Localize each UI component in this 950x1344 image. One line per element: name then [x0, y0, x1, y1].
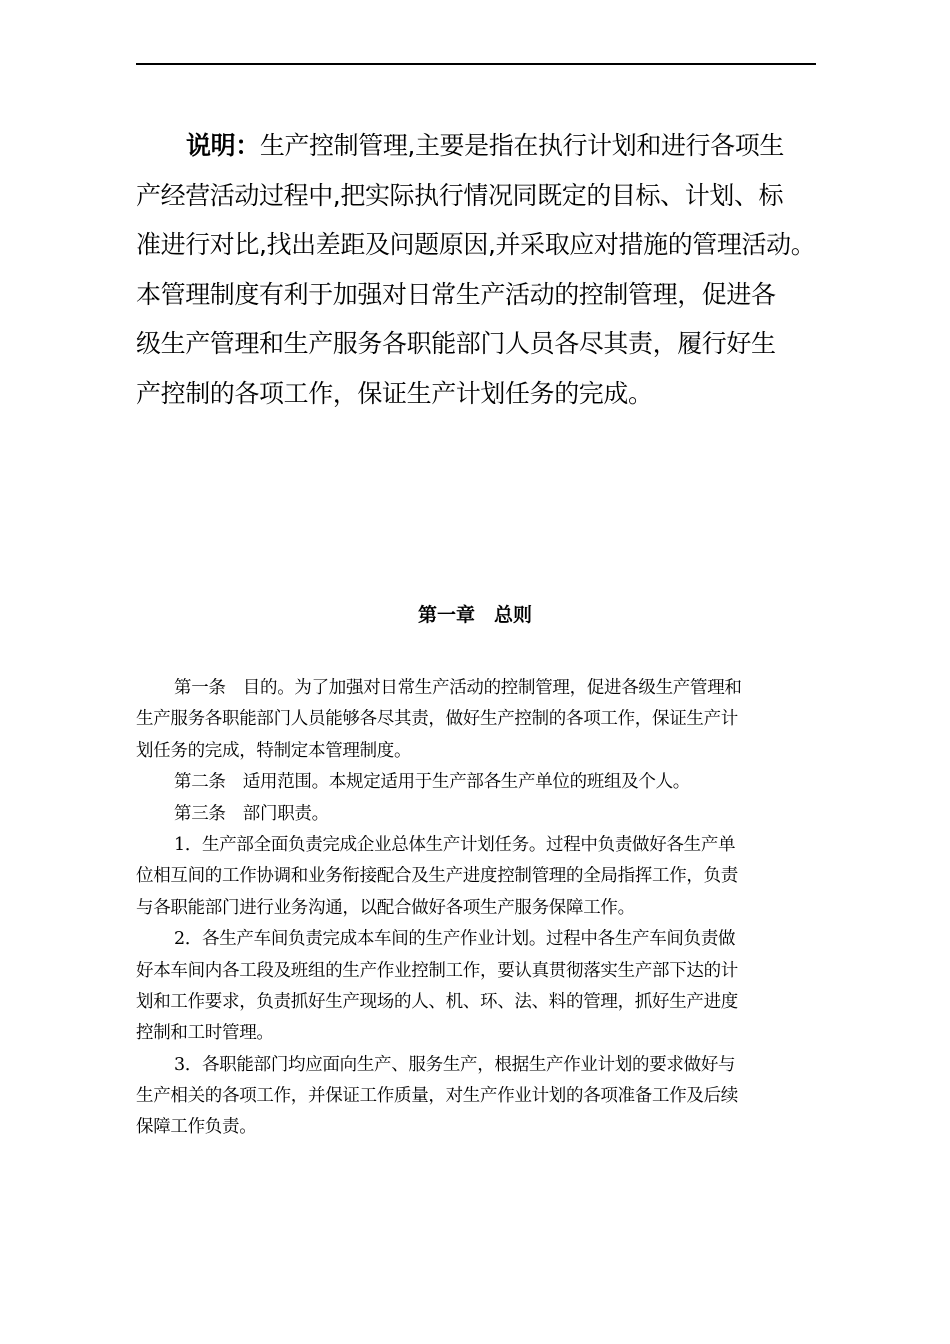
article-line: 位相互间的工作协调和业务衔接配合及生产进度控制管理的全局指挥工作，负责 — [136, 866, 738, 887]
article-line: 划和工作要求，负责抓好生产现场的人、机、环、法、料的管理，抓好生产进度 — [136, 991, 738, 1012]
article-purpose — [136, 673, 822, 767]
article-line: 3．各职能部门均应面向生产、服务生产，根据生产作业计划的要求做好与 — [174, 1054, 736, 1075]
article-line: 生产相关的各项工作，并保证工作质量，对生产作业计划的各项准备工作及后续 — [136, 1086, 738, 1107]
intro-section — [136, 121, 822, 418]
article-line: 控制和工时管理。 — [136, 1023, 274, 1044]
intro-line: 准进行对比,找出差距及问题原因,并采取应对措施的管理活动。 — [136, 230, 816, 259]
article-line: 第二条 适用范围。本规定适用于生产部各生产单位的班组及个人。 — [174, 772, 690, 793]
duty-item-3 — [136, 1050, 822, 1144]
article-line: 2．各生产车间负责完成本车间的生产作业计划。过程中各生产车间负责做 — [174, 929, 736, 950]
intro-line: 产经营活动过程中,把实际执行情况同既定的目标、计划、标 — [136, 180, 784, 210]
intro-line — [136, 121, 822, 171]
duty-item-1 — [136, 830, 822, 924]
article-line: 好本车间内各工段及班组的生产作业控制工作，要认真贯彻落实生产部下达的计 — [136, 960, 738, 981]
articles-section — [136, 673, 822, 1144]
intro-line: 产控制的各项工作，保证生产计划任务的完成。 — [136, 378, 653, 408]
article-line: 划任务的完成，特制定本管理制度。 — [136, 740, 412, 761]
duty-item-2 — [136, 924, 822, 1050]
article-line: 与各职能部门进行业务沟通，以配合做好各项生产服务保障工作。 — [136, 897, 635, 918]
article-line: 1．生产部全面负责完成企业总体生产计划任务。过程中负责做好各生产单 — [174, 834, 736, 855]
article-scope — [136, 767, 822, 798]
intro-line: 本管理制度有利于加强对日常生产活动的控制管理，促进各 — [136, 279, 776, 309]
intro-line: 级生产管理和生产服务各职能部门人员各尽其责，履行好生 — [136, 329, 776, 358]
article-line: 保障工作负责。 — [136, 1117, 257, 1138]
article-responsibilities — [136, 799, 822, 830]
chapter-title: 第一章 总则 — [417, 604, 532, 626]
article-line: 生产服务各职能部门人员能够各尽其责，做好生产控制的各项工作，保证生产计 — [136, 709, 738, 730]
header-rule — [136, 63, 816, 65]
intro-text: 生产控制管理,主要是指在执行计划和进行各项生 — [259, 131, 784, 160]
intro-label: 说明： — [186, 131, 260, 160]
article-line: 第一条 目的。为了加强对日常生产活动的控制管理，促进各级生产管理和 — [174, 678, 742, 698]
article-line: 第三条 部门职责。 — [174, 803, 329, 824]
